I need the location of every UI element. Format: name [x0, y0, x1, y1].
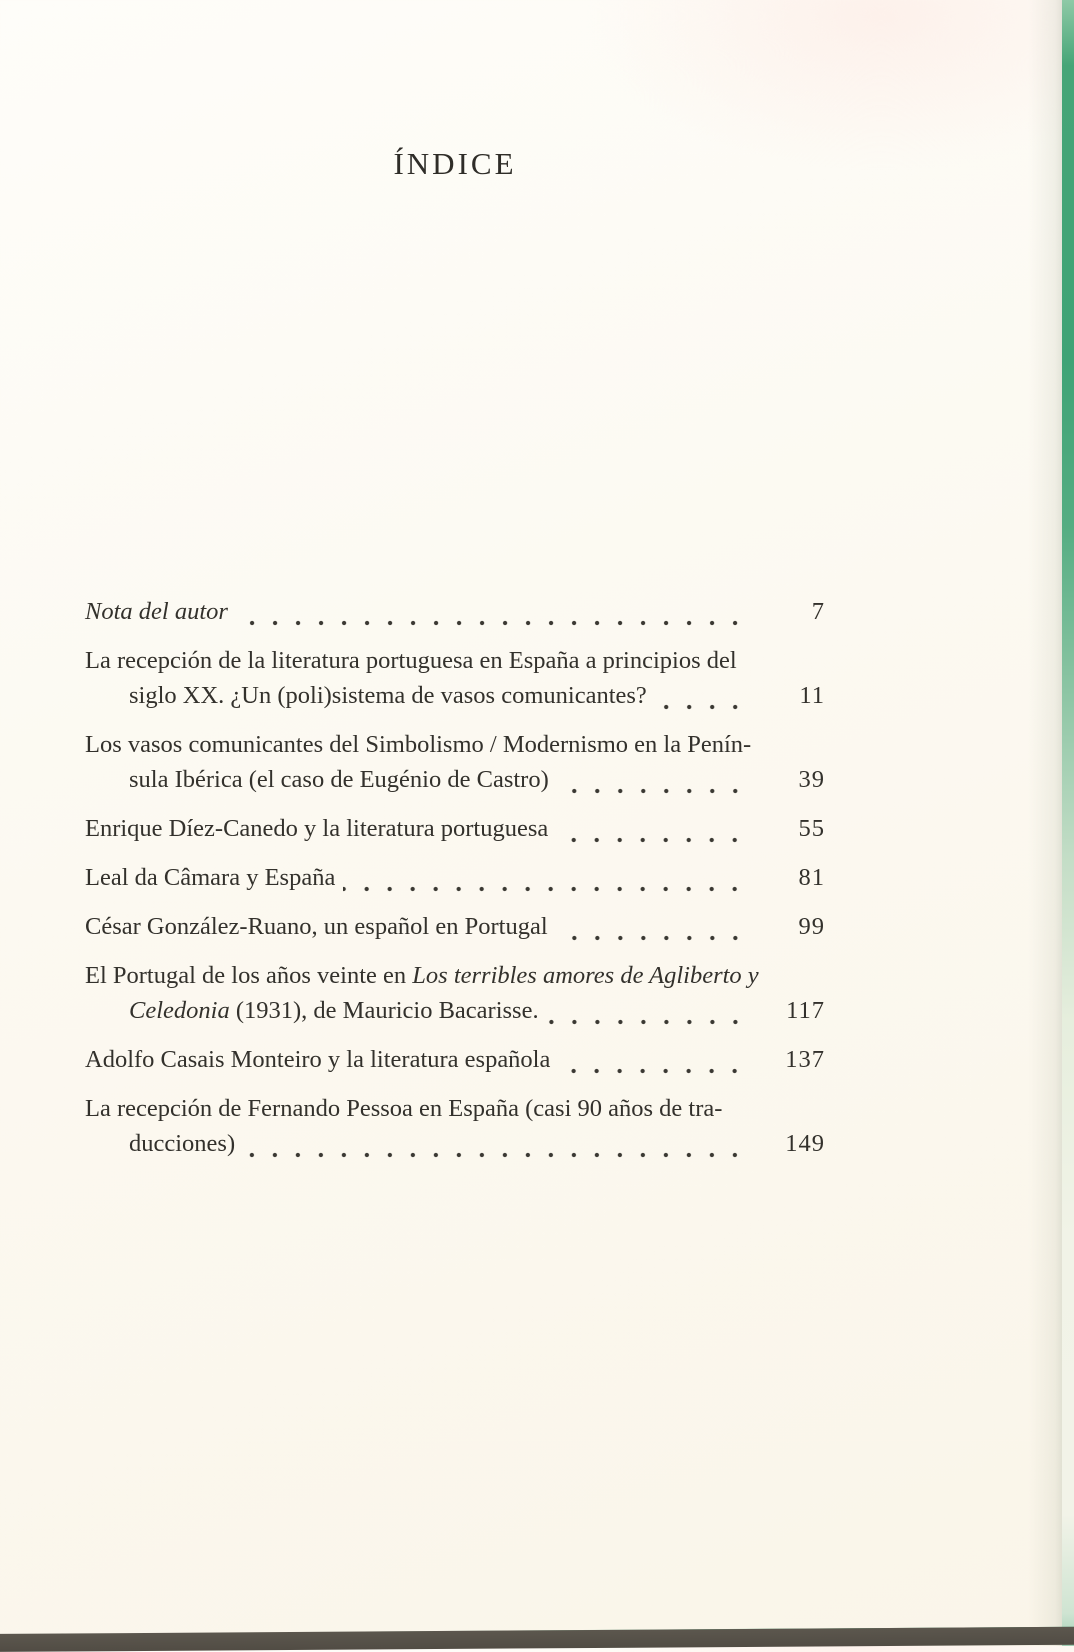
entry-text: Enrique Díez-Canedo y la literatura portuguesa — [85, 815, 549, 842]
page-number: 149 — [785, 1130, 825, 1157]
entry-text: La recepción de la literatura portuguesa en España a principios del — [85, 647, 737, 674]
dot-leader — [557, 784, 755, 794]
entry-text: El Portugal de los años veinte en Los terribles amores de Agliberto y — [85, 962, 759, 989]
entry-text: sula Ibérica (el caso de Eugénio de Castro) — [129, 766, 549, 793]
toc-list — [85, 594, 825, 1161]
toc-entry — [85, 1091, 825, 1161]
entry-line — [85, 909, 825, 944]
entry-line — [85, 1126, 825, 1161]
page-title: ÍNDICE — [393, 146, 517, 181]
dot-leader — [556, 931, 755, 941]
page-number: 55 — [798, 815, 825, 842]
entry-line — [85, 958, 825, 993]
page-number: 7 — [811, 598, 825, 625]
dot-leader — [343, 882, 755, 892]
bottom-scan-band — [0, 1627, 1074, 1652]
entry-text: siglo XX. ¿Un (poli)sistema de vasos comunicantes? — [129, 682, 647, 709]
page-number: 137 — [785, 1046, 825, 1073]
entry-text: Adolfo Casais Monteiro y la literatura española — [85, 1046, 551, 1073]
dot-leader — [556, 833, 755, 843]
toc-entry — [85, 643, 825, 713]
toc-entry — [85, 727, 825, 797]
entry-line — [85, 727, 825, 762]
toc-entry — [85, 594, 825, 629]
toc-entry — [85, 909, 825, 944]
toc-entry — [85, 958, 825, 1028]
entry-text: La recepción de Fernando Pessoa en España (casi 90 años de tra- — [85, 1095, 723, 1122]
entry-line — [85, 678, 825, 713]
toc-entry — [85, 811, 825, 846]
page-number: 117 — [786, 997, 825, 1024]
entry-line — [85, 1091, 825, 1126]
entry-line — [85, 643, 825, 678]
dot-leader — [655, 700, 755, 710]
toc-entry — [85, 1042, 825, 1077]
entry-line — [85, 811, 825, 846]
page-edge-shadow — [1028, 0, 1062, 1646]
entry-text: César González-Ruano, un español en Portugal — [85, 913, 548, 940]
entry-text: ducciones) — [129, 1130, 236, 1157]
dot-leader — [243, 1148, 755, 1158]
page-number: 39 — [798, 766, 825, 793]
entry-line — [85, 1042, 825, 1077]
dot-leader — [547, 1015, 755, 1025]
page-number: 99 — [798, 913, 825, 940]
entry-line — [85, 762, 825, 797]
entry-line — [85, 860, 825, 895]
entry-text: Leal da Câmara y España — [85, 864, 336, 891]
dot-leader — [558, 1064, 755, 1074]
page-number: 11 — [799, 682, 825, 709]
dot-leader — [236, 616, 755, 626]
entry-line — [85, 594, 825, 629]
entry-text: Los vasos comunicantes del Simbolismo / Modernismo en la Penín- — [85, 731, 752, 758]
toc-entry — [85, 860, 825, 895]
entry-text: Nota del autor — [85, 598, 228, 625]
entry-text: Celedonia (1931), de Mauricio Bacarisse. — [129, 997, 539, 1024]
page-number: 81 — [798, 864, 825, 891]
book-cover-edge — [1062, 0, 1074, 1646]
entry-line — [85, 993, 825, 1028]
page-content — [85, 0, 825, 1175]
